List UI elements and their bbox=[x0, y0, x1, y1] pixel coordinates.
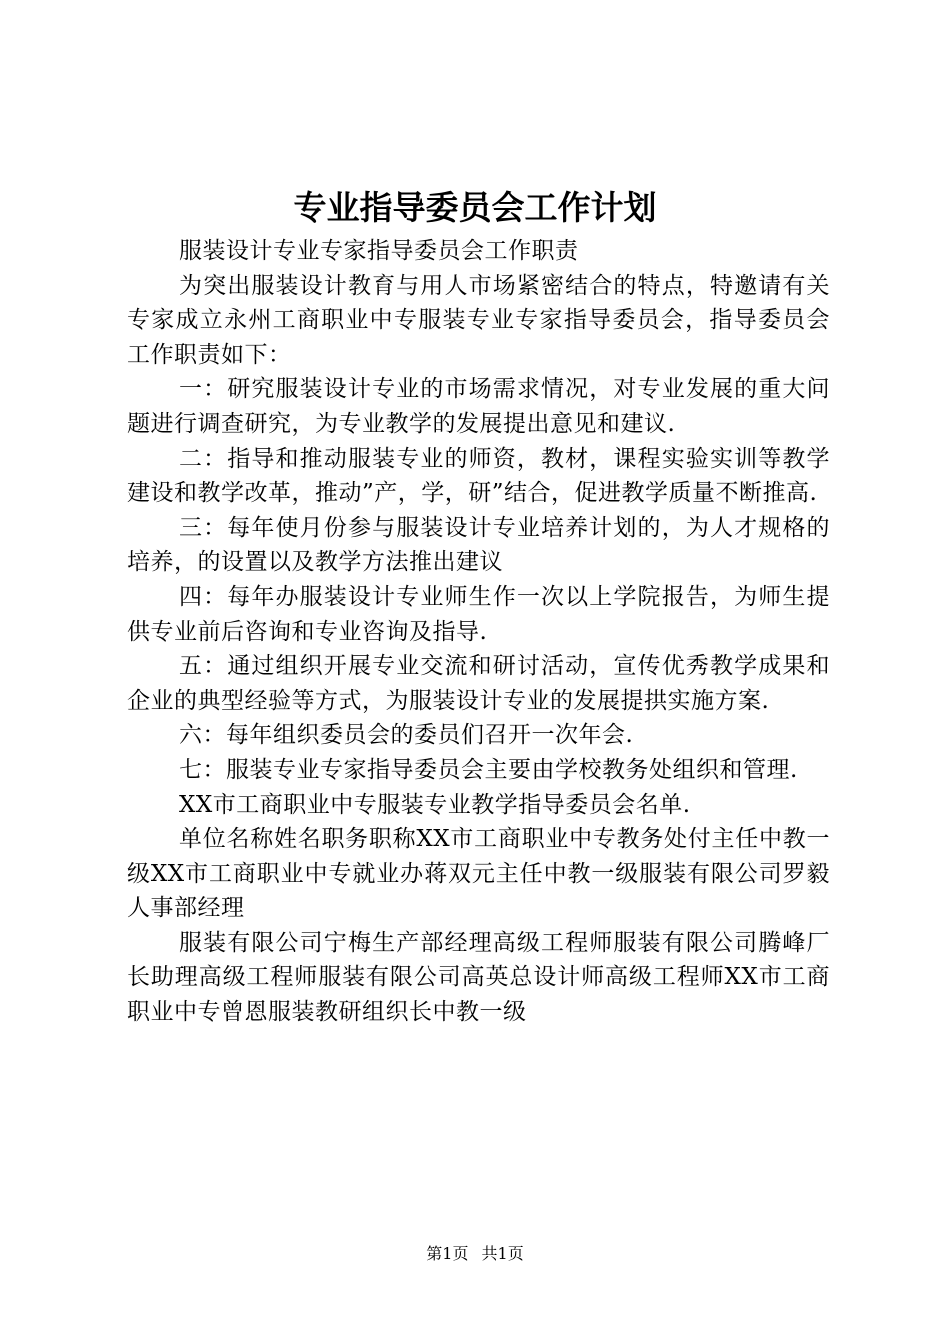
page-number: 第1页 bbox=[426, 1244, 469, 1263]
document-title: 专业指导委员会工作计划 bbox=[293, 188, 657, 227]
paragraph-roster-heading: XX市工商职业中专服装专业教学指导委员会名单. bbox=[179, 791, 691, 818]
paragraph-duty-2: 二：指导和推动服装专业的师资，教材，课程实验实训等教学建设和教学改革，推动”产，学，研”结合，促进教学质量不断推高. bbox=[127, 445, 830, 507]
paragraph-duty-3: 三：每年使月份参与服装设计专业培养计划的，为人才规格的培养，的设置以及教学方法推出建议 bbox=[127, 514, 830, 576]
paragraph-roster-1: 单位名称姓名职务职称XX市工商职业中专教务处付主任中教一级XX市工商职业中专就业办蒋双元主任中教一级服装有限公司罗毅人事部经理 bbox=[127, 826, 830, 922]
page-total: 共1页 bbox=[481, 1244, 524, 1263]
paragraph-duty-4: 四：每年办服装设计专业师生作一次以上学院报告，为师生提供专业前后咨询和专业咨询及指导. bbox=[127, 583, 830, 645]
paragraph-heading: 服装设计专业专家指导委员会工作职责 bbox=[179, 238, 579, 264]
paragraph-duty-5: 五：通过组织开展专业交流和研讨活动，宣传优秀教学成果和企业的典型经验等方式，为服装设计专业的发展提拱实施方案. bbox=[127, 653, 830, 714]
page-footer bbox=[0, 1243, 950, 1265]
paragraph-duty-1: 一：研究服装设计专业的市场需求情况，对专业发展的重大问题进行调查研究，为专业教学的发展提出意见和建议. bbox=[127, 376, 830, 437]
paragraph-duty-7: 七：服装专业专家指导委员会主要由学校教务处组织和管理. bbox=[179, 756, 798, 783]
paragraph-duty-6: 六：每年组织委员会的委员们召开一次年会. bbox=[179, 722, 634, 749]
document-body bbox=[127, 234, 830, 1030]
paragraph-roster-2: 服装有限公司宁梅生产部经理高级工程师服装有限公司腾峰厂长助理高级工程师服装有限公司高英总设计师高级工程师XX市工商职业中专曾恩服装教研组织长中教一级 bbox=[127, 929, 830, 1026]
paragraph-intro: 为突出服装设计教育与用人市场紧密结合的特点，特邀请有关专家成立永州工商职业中专服装专业专家指导委员会，指导委员会工作职责如下： bbox=[127, 272, 830, 368]
